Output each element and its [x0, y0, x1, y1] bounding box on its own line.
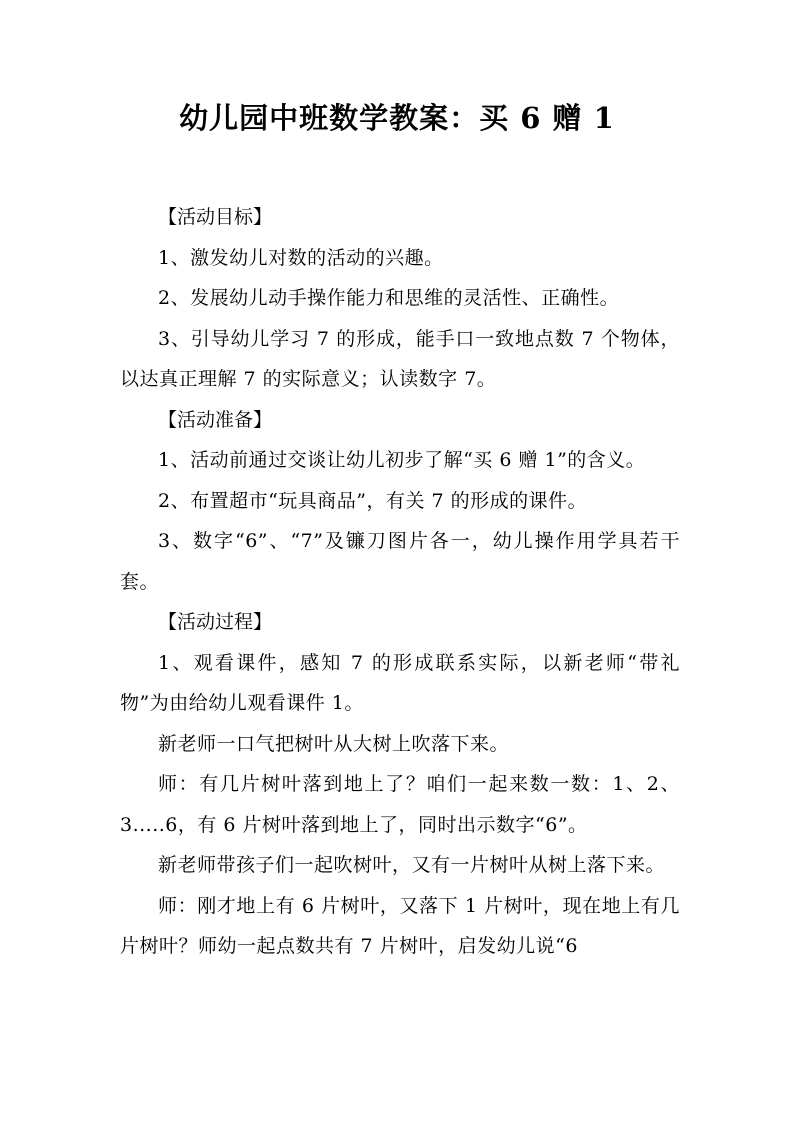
- process-paragraph-3: 师：有几片树叶落到地上了？咱们一起来数一数：1、2、3.....6，有 6 片树叶落到地上了，同时出示数字“6”。: [120, 773, 680, 836]
- section-heading-process: 【活动过程】: [158, 611, 273, 633]
- process-paragraph-5: 师：刚才地上有 6 片树叶，又落下 1 片树叶，现在地上有几片树叶？师幼一起点数共有 7 片树叶，启发幼儿说“6: [120, 894, 680, 957]
- goal-paragraph-1: 1、激发幼儿对数的活动的兴趣。: [158, 246, 444, 269]
- section-heading-goals: 【活动目标】: [158, 206, 273, 228]
- process-paragraph-2: 新老师一口气把树叶从大树上吹落下来。: [158, 732, 510, 755]
- document-body: [120, 197, 680, 967]
- preparation-paragraph-3: 3、数字“6”、“7”及镰刀图片各一，幼儿操作用学具若干套。: [120, 530, 680, 593]
- goal-paragraph-2: 2、发展幼儿动手操作能力和思维的灵活性、正确性。: [158, 287, 620, 309]
- process-paragraph-1: 1、观看课件，感知 7 的形成联系实际，以新老师“带礼物”为由给幼儿观看课件 1。: [120, 651, 680, 714]
- process-paragraph-4: 新老师带孩子们一起吹树叶，又有一片树叶从树上落下来。: [158, 854, 666, 876]
- goal-paragraph-3: 3、引导幼儿学习 7 的形成，能手口一致地点数 7 个物体，以达真正理解 7 的实际意义；认读数字 7。: [120, 327, 680, 390]
- preparation-paragraph-1: 1、活动前通过交谈让幼儿初步了解“买 6 赠 1”的含义。: [158, 449, 646, 471]
- document-title: 幼儿园中班数学教案：买 6 赠 1: [179, 101, 615, 135]
- preparation-paragraph-2: 2、布置超市“玩具商品”，有关 7 的形成的课件。: [158, 489, 588, 512]
- section-heading-preparation: 【活动准备】: [158, 408, 273, 431]
